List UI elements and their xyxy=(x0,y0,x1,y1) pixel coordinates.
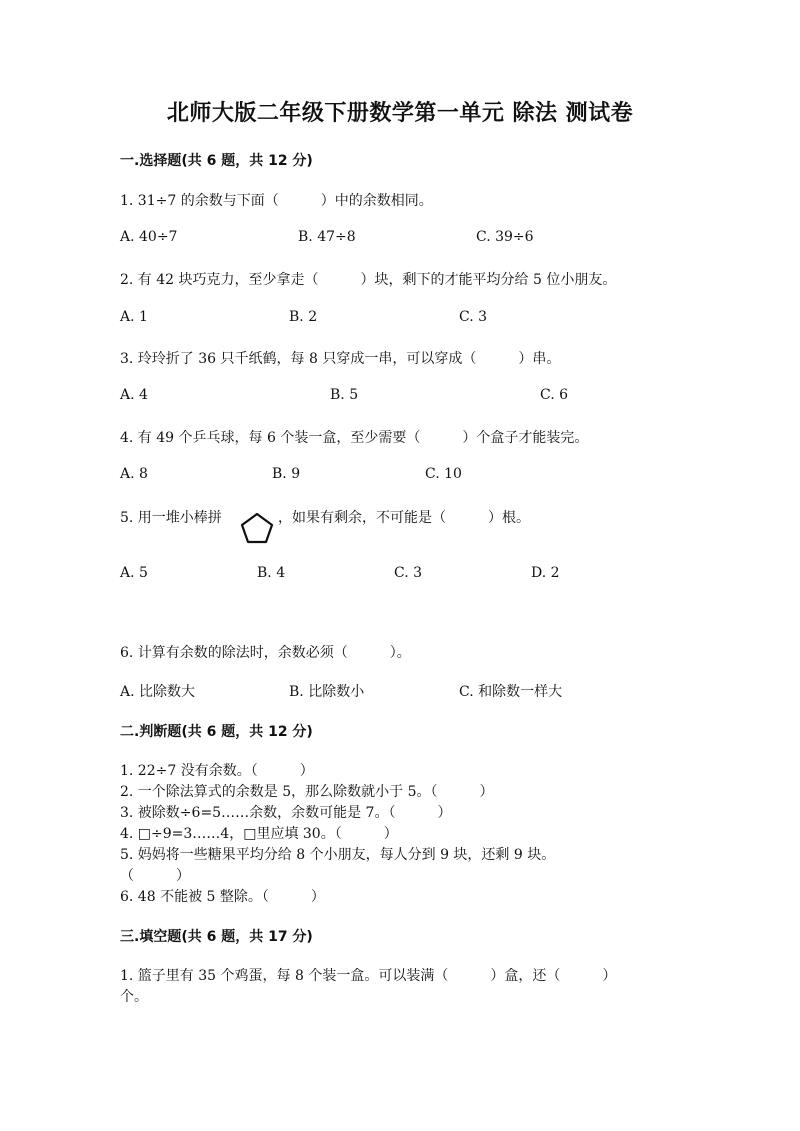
judge-line-3: 3. 被除数÷6=5……余数，余数可能是 7。（ ） xyxy=(120,805,452,821)
question-5-option-c: C. 3 xyxy=(394,565,423,581)
question-5-option-a: A. 5 xyxy=(120,565,148,581)
fill-line-1-cont: 个。 xyxy=(120,989,148,1005)
question-1-option-a: A. 40÷7 xyxy=(120,229,178,245)
question-2-option-b: B. 2 xyxy=(289,309,318,325)
question-3-option-a: A. 4 xyxy=(120,387,148,403)
section-heading-fill: 三.填空题(共 6 题，共 17 分) xyxy=(120,929,313,945)
question-6-stem: 6. 计算有余数的除法时，余数必须（ ）。 xyxy=(120,645,411,661)
question-2-stem: 2. 有 42 块巧克力，至少拿走（ ）块，剩下的才能平均分给 5 位小朋友。 xyxy=(120,272,617,288)
question-5-stem-start: 5. 用一堆小棒拼 xyxy=(120,510,222,526)
fill-line-1: 1. 篮子里有 35 个鸡蛋，每 8 个装一盒。可以装满（ ）盒，还（ ） xyxy=(120,968,617,984)
page-title: 北师大版二年级下册数学第一单元 除法 测试卷 xyxy=(166,101,634,126)
question-6-option-b: B. 比除数小 xyxy=(289,684,365,700)
question-4-option-b: B. 9 xyxy=(272,466,301,482)
judge-line-4: 4. □÷9=3……4，□里应填 30。（ ） xyxy=(120,826,398,842)
question-2-option-a: A. 1 xyxy=(120,309,148,325)
question-5-option-d: D. 2 xyxy=(531,565,560,581)
question-4-stem: 4. 有 49 个乒乓球，每 6 个装一盒，至少需要（ ）个盒子才能装完。 xyxy=(120,430,589,446)
section-heading-choice: 一.选择题(共 6 题，共 12 分) xyxy=(120,153,313,169)
question-1-option-b: B. 47÷8 xyxy=(298,229,356,245)
question-6-option-c: C. 和除数一样大 xyxy=(459,684,563,700)
question-1-stem: 1. 31÷7 的余数与下面（ ）中的余数相同。 xyxy=(120,193,433,209)
pentagon-icon xyxy=(240,512,274,544)
question-3-option-b: B. 5 xyxy=(330,387,359,403)
judge-line-1: 1. 22÷7 没有余数。（ ） xyxy=(120,763,314,779)
judge-line-5-cont: （ ） xyxy=(120,868,190,884)
judge-line-2: 2. 一个除法算式的余数是 5，那么除数就小于 5。（ ） xyxy=(120,784,494,800)
question-2-option-c: C. 3 xyxy=(459,309,488,325)
question-6-option-a: A. 比除数大 xyxy=(120,684,196,700)
question-1-option-c: C. 39÷6 xyxy=(476,229,534,245)
judge-line-5: 5. 妈妈将一些糖果平均分给 8 个小朋友，每人分到 9 块，还剩 9 块。 xyxy=(120,847,556,863)
judge-line-6: 6. 48 不能被 5 整除。（ ） xyxy=(120,889,325,905)
question-3-stem: 3. 玲玲折了 36 只千纸鹤，每 8 只穿成一串，可以穿成（ ）串。 xyxy=(120,351,561,367)
section-heading-judge: 二.判断题(共 6 题，共 12 分) xyxy=(120,724,313,740)
question-3-option-c: C. 6 xyxy=(540,387,569,403)
question-5-stem-end: ，如果有剩余，不可能是（ ）根。 xyxy=(278,510,530,526)
question-4-option-c: C. 10 xyxy=(425,466,462,482)
question-4-option-a: A. 8 xyxy=(120,466,148,482)
question-5-option-b: B. 4 xyxy=(257,565,286,581)
